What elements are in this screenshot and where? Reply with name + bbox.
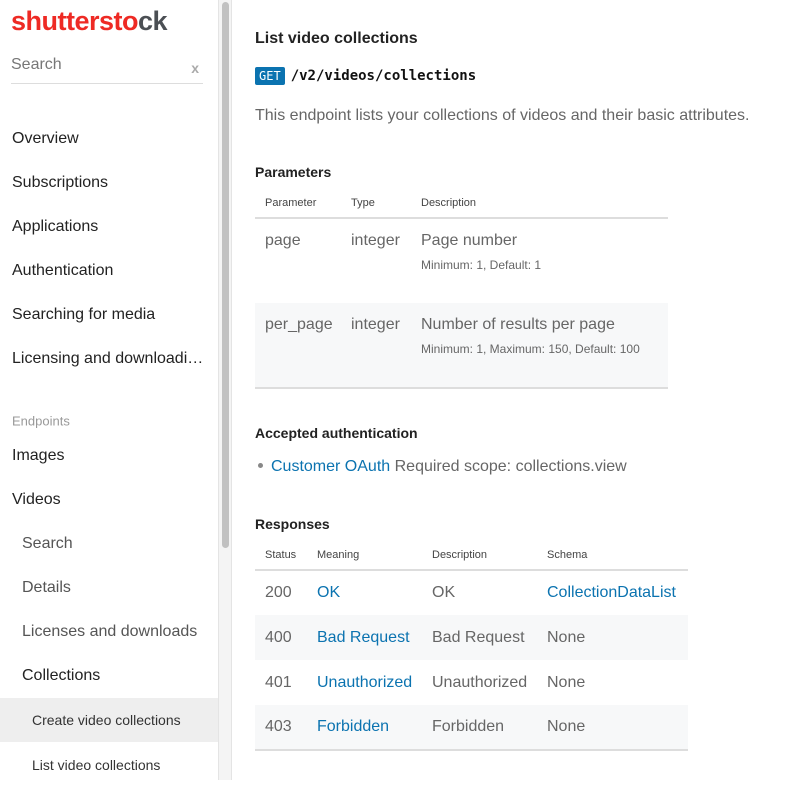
nav-list-video-collections[interactable]: List video collections: [32, 757, 161, 773]
responses-table: Status Meaning Description Schema 200 OK OK CollectionDataList 400 Bad Request Bad Request None 401 Unauthorized Unauthorized None 403 Forbidden Forbidden None: [255, 540, 688, 751]
nav-subscriptions[interactable]: Subscriptions: [12, 174, 109, 191]
bullet-icon: [258, 463, 263, 468]
customer-oauth-link[interactable]: Customer OAuth: [271, 458, 391, 475]
page-title: List video collections: [255, 30, 418, 47]
table-row: 400 Bad Request Bad Request None: [255, 615, 688, 660]
sidebar-scrollbar[interactable]: [218, 0, 232, 780]
endpoint-path: /v2/videos/collections: [290, 68, 477, 84]
endpoint: [255, 67, 476, 85]
nav-authentication[interactable]: Authentication: [12, 262, 114, 279]
endpoint-description: This endpoint lists your collections of videos and their basic attributes.: [255, 107, 750, 124]
table-row: 403 Forbidden Forbidden None: [255, 705, 688, 750]
table-row: 200 OK OK CollectionDataList: [265, 584, 676, 601]
auth-item: Customer OAuth Required scope: collections.view: [255, 458, 627, 476]
endpoints-label: Endpoints: [12, 413, 70, 429]
parameters-heading: Parameters: [255, 164, 332, 180]
responses-heading: Responses: [255, 516, 330, 532]
nav-video-details[interactable]: Details: [22, 579, 71, 596]
parameters-table: Parameter Type Description page integer Page number Minimum: 1, Default: 1 per_page integer Number of results per page Minimum: 1, Maximum: 150, Default: 100: [255, 188, 668, 389]
table-row: page integer Page number Minimum: 1, Default: 1: [265, 232, 542, 272]
nav-applications[interactable]: Applications: [12, 218, 99, 235]
clear-search-icon[interactable]: x: [191, 60, 199, 76]
nav-video-collections[interactable]: Collections: [22, 667, 101, 684]
nav-video-search[interactable]: Search: [22, 535, 73, 552]
nav-images[interactable]: Images: [12, 447, 65, 464]
auth-heading: Accepted authentication: [255, 425, 418, 441]
table-row: per_page integer Number of results per page Minimum: 1, Maximum: 150, Default: 100: [255, 303, 668, 388]
table-row: 401 Unauthorized Unauthorized None: [265, 673, 586, 691]
method-badge: GET: [255, 67, 285, 85]
nav-create-video-collections[interactable]: Create video collections: [0, 698, 218, 742]
nav-video-licenses[interactable]: Licenses and downloads: [22, 623, 198, 640]
sidebar: [0, 0, 218, 780]
nav-overview[interactable]: Overview: [12, 130, 79, 147]
nav-licensing[interactable]: Licensing and downloadi…: [12, 350, 204, 367]
shutterstock-logo[interactable]: shutterstock: [11, 6, 168, 36]
scrollbar-thumb[interactable]: [222, 2, 229, 548]
nav-searching[interactable]: Searching for media: [12, 306, 156, 323]
search-input[interactable]: Search x: [11, 56, 203, 84]
nav-videos[interactable]: Videos: [12, 491, 61, 508]
